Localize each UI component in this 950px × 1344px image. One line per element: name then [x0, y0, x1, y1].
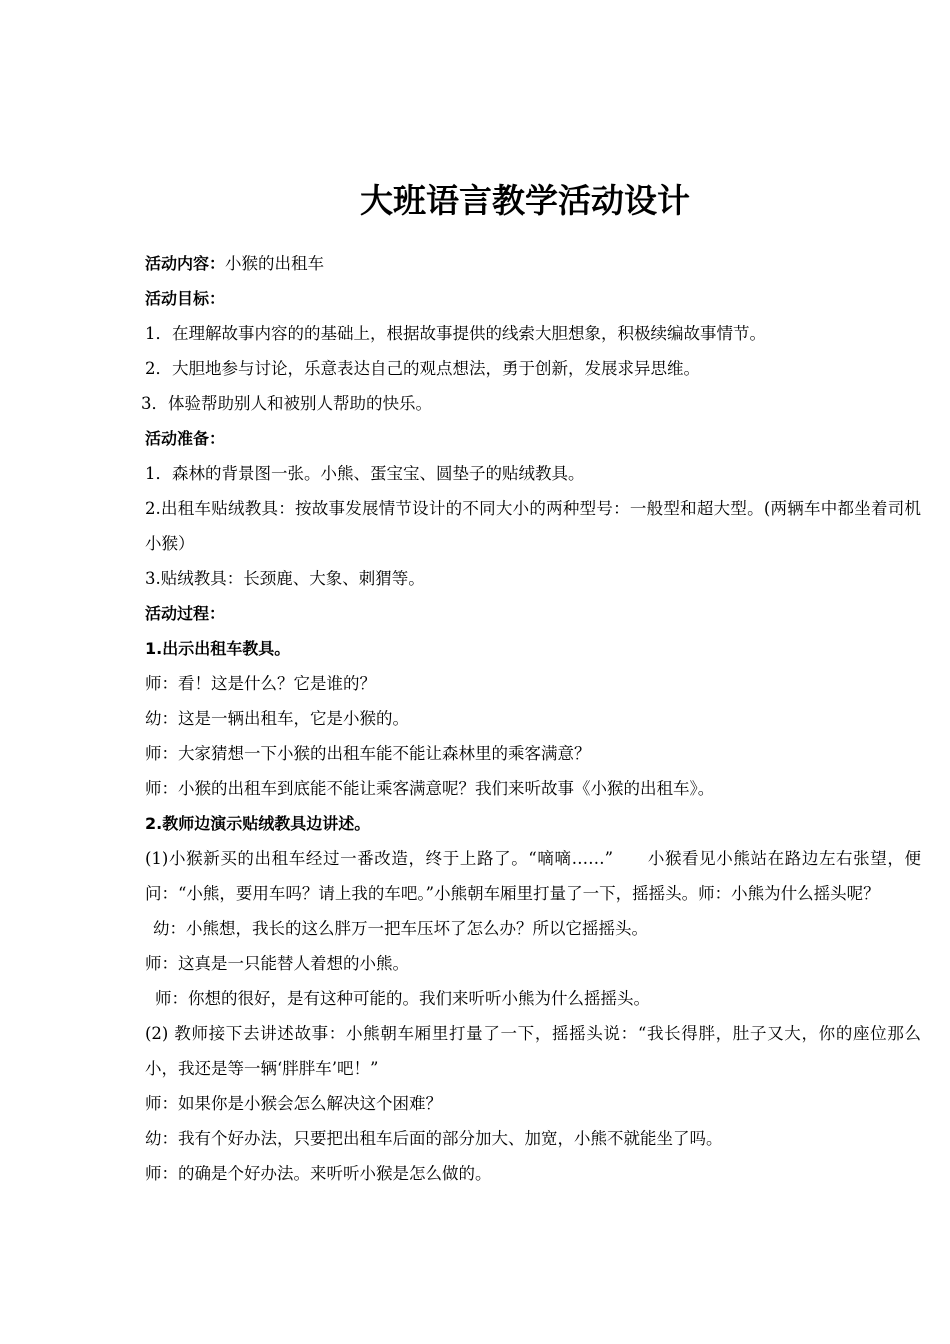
- activity-content-line: [145, 246, 925, 281]
- story-paragraph: (1)小猴新买的出租车经过一番改造，终于上路了。“嘀嘀……” 小猴看见小熊站在路边左右张望，便问：“小熊，要用车吗？请上我的车吧。”小熊朝车厢里打量了一下，摇摇头。师：小熊为什么摇头呢？: [145, 849, 921, 903]
- goal-item: 3．体验帮助别人和被别人帮助的快乐。: [141, 394, 432, 413]
- dialogue-line: 幼：小熊想，我长的这么胖万一把车压坏了怎么办？所以它摇摇头。: [153, 919, 648, 938]
- activity-content-label: 活动内容：: [145, 254, 226, 273]
- story-paragraph: (2) 教师接下去讲述故事：小熊朝车厢里打量了一下，摇摇头说：“我长得胖，肚子又大，你的座位那么小，我还是等一辆‘胖胖车’吧！”: [145, 1024, 921, 1078]
- goal-item: 1．在理解故事内容的的基础上，根据故事提供的线索大胆想象，积极续编故事情节。: [145, 324, 766, 343]
- activity-content-value: 小猴的出租车: [225, 254, 325, 273]
- activity-goals-label: 活动目标：: [145, 289, 226, 308]
- dialogue-line: 师：大家猜想一下小猴的出租车能不能让森林里的乘客满意？: [145, 744, 591, 763]
- activity-prep-label: 活动准备：: [145, 429, 226, 448]
- dialogue-line: 师：看！这是什么？它是谁的？: [145, 674, 376, 693]
- step-heading: 2.教师边演示贴绒教具边讲述。: [145, 814, 371, 833]
- activity-process-label: 活动过程：: [145, 604, 226, 623]
- dialogue-line: 幼：这是一辆出租车，它是小猴的。: [145, 709, 409, 728]
- dialogue-line: 师：小猴的出租车到底能不能让乘客满意呢？我们来听故事《小猴的出租车》。: [145, 779, 715, 798]
- dialogue-line: 师：你想的很好，是有这种可能的。我们来听听小熊为什么摇摇头。: [155, 989, 650, 1008]
- dialogue-line: 师：如果你是小猴会怎么解决这个困难？: [145, 1094, 442, 1113]
- dialogue-line: 师：这真是一只能替人着想的小熊。: [145, 954, 409, 973]
- document-title: 大班语言教学活动设计: [360, 181, 690, 220]
- prep-item: 2.出租车贴绒教具：按故事发展情节设计的不同大小的两种型号：一般型和超大型。(两辆车中都坐着司机小猴）: [145, 499, 921, 553]
- goal-item: 2．大胆地参与讨论，乐意表达自己的观点想法，勇于创新，发展求异思维。: [145, 359, 700, 378]
- dialogue-line: 幼：我有个好办法，只要把出租车后面的部分加大、加宽，小熊不就能坐了吗。: [145, 1129, 723, 1148]
- document-body: [141, 246, 925, 1191]
- step-heading: 1.出示出租车教具。: [145, 639, 291, 658]
- prep-item: 3.贴绒教具：长颈鹿、大象、刺猬等。: [145, 569, 425, 588]
- prep-item: 1．森林的背景图一张。小熊、蛋宝宝、圆垫子的贴绒教具。: [145, 464, 585, 483]
- dialogue-line: 师：的确是个好办法。来听听小猴是怎么做的。: [145, 1164, 492, 1183]
